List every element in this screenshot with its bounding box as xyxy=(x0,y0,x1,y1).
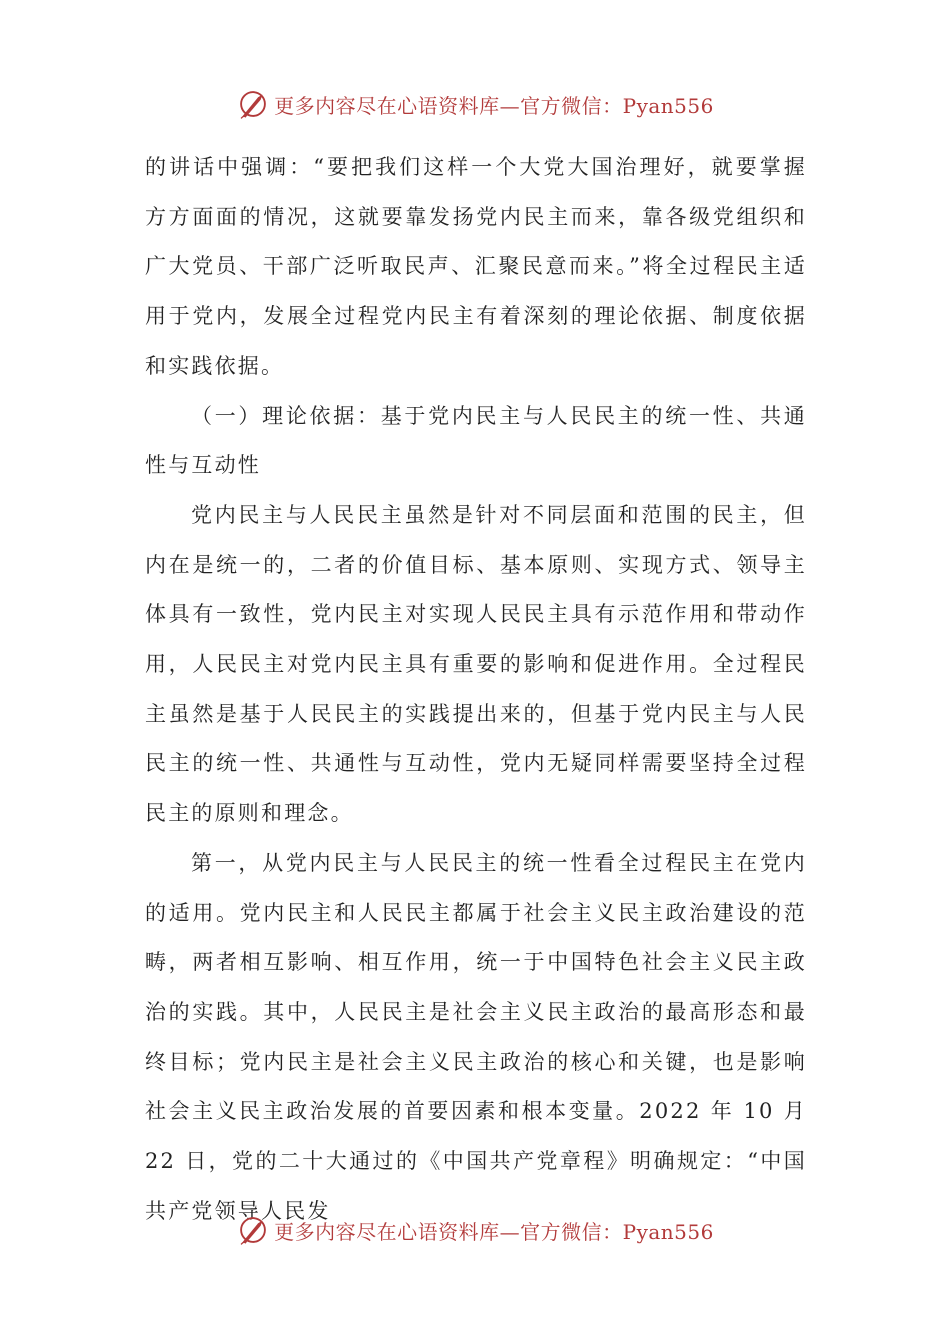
document-body xyxy=(145,143,807,1236)
section-heading: （一）理论依据：基于党内民主与人民民主的统一性、共通性与互动性 xyxy=(145,403,807,478)
footer-banner-text: 更多内容尽在心语资料库—官方微信：Pyan556 xyxy=(274,1219,714,1244)
header-banner-text: 更多内容尽在心语资料库—官方微信：Pyan556 xyxy=(274,93,714,118)
paragraph-1: 的讲话中强调：“要把我们这样一个大党大国治理好，就要掌握方方面面的情况，这就要靠发扬党内民主而来，靠各级党组织和广大党员、干部广泛听取民声、汇聚民意而来。”将全过程民主适用于党内，发展全过程党内民主有着深刻的理论依据、制度依据和实践依据。 xyxy=(145,155,807,378)
paragraph-2: 党内民主与人民民主虽然是针对不同层面和范围的民主，但内在是统一的，二者的价值目标、基本原则、实现方式、领导主体具有一致性，党内民主对实现人民民主具有示范作用和带动作用，人民民主对党内民主具有重要的影响和促进作用。全过程民主虽然是基于人民民主的实践提出来的，但基于党内民主与人民民主的统一性、共通性与互动性，党内无疑同样需要坚持全过程民主的原则和理念。 xyxy=(145,502,807,826)
header-banner xyxy=(0,84,950,124)
pen-nib-logo-icon xyxy=(236,1213,270,1247)
paragraph-3: 第一，从党内民主与人民民主的统一性看全过程民主在党内的适用。党内民主和人民民主都属于社会主义民主政治建设的范畴，两者相互影响、相互作用，统一于中国特色社会主义民主政治的实践。其中，人民民主是社会主义民主政治的最高形态和最终目标；党内民主是社会主义民主政治的核心和关键，也是影响社会主义民主政治发展的首要因素和根本变量。2022 年 10 月 22 日，党的二十大通过的《中国共产党章程》明确规定：“中国共产党领导人民发 xyxy=(145,850,807,1223)
pen-nib-logo-icon xyxy=(236,87,270,121)
footer-banner xyxy=(0,1210,950,1250)
